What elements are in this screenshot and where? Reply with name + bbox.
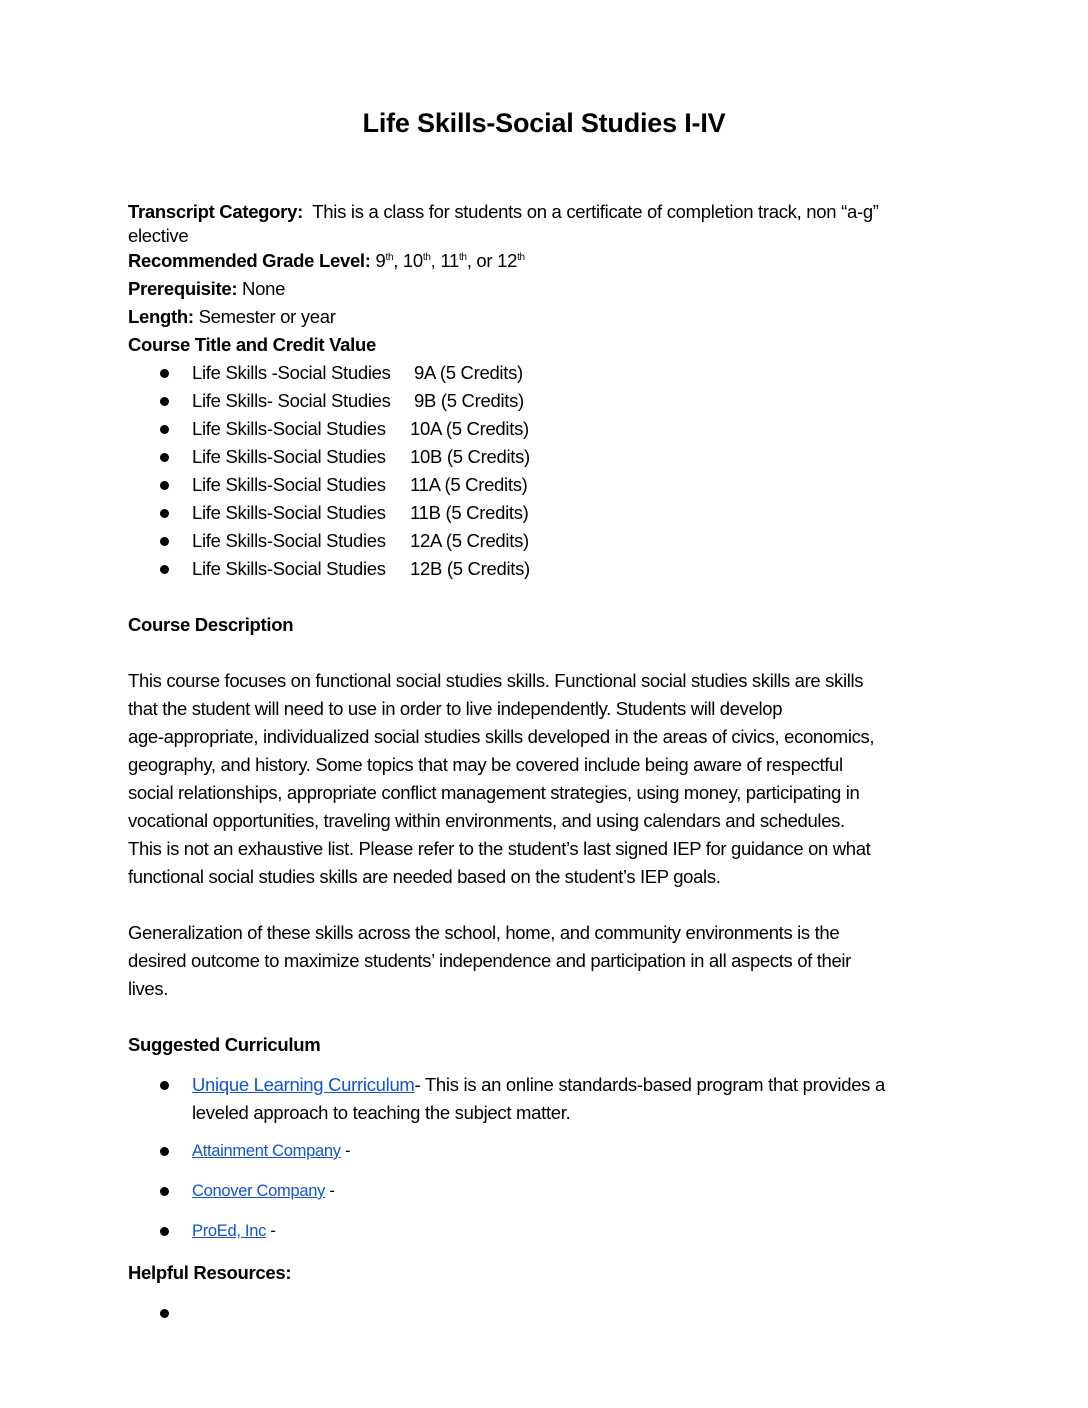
bullet-icon <box>158 359 170 387</box>
prerequisite-label: Prerequisite: <box>128 278 238 299</box>
course-list-item: Life Skills-Social Studies 11B (5 Credits) <box>192 502 529 523</box>
helpful-resources-heading: Helpful Resources: <box>128 1262 292 1283</box>
course-list-item: Life Skills-Social Studies 10A (5 Credits) <box>192 418 529 439</box>
course-list-item: Life Skills-Social Studies 12A (5 Credits) <box>192 530 529 551</box>
course-title-heading: Course Title and Credit Value <box>128 334 376 355</box>
course-description-paragraph: This course focuses on functional social studies skills. Functional social studies skills are skills that the student will need to use in order to live independently. Students will develop age-appropriate, individualized social studies skills developed in the areas of civics, economics, geography, and history. Some topics that may be covered include being aware of respectful social relationships, appropriate conflict management strategies, using money, participating in vocational opportunities, traveling within environments, and using calendars and schedules. This is not an exhaustive list. Please refer to the student’s last signed IEP for guidance on what functional social studies skills are needed based on the student’s IEP goals. <box>128 670 875 887</box>
transcript-category-continuation <box>128 222 188 250</box>
grade-level-row <box>128 247 525 275</box>
course-list-item: Life Skills -Social Studies 9A (5 Credits) <box>192 362 523 383</box>
curriculum-list-item: ProEd, Inc - <box>192 1222 276 1240</box>
length-value: Semester or year <box>198 306 336 327</box>
bullet-icon <box>158 555 170 583</box>
suggested-curriculum-heading: Suggested Curriculum <box>128 1034 321 1055</box>
curriculum-list-item: Unique Learning Curriculum- This is an online standards-based program that provides a <box>192 1074 885 1095</box>
course-description-heading: Course Description <box>128 614 294 635</box>
prerequisite-value: None <box>242 278 286 299</box>
bullet-icon <box>158 499 170 527</box>
transcript-category-row <box>128 198 879 226</box>
course-list-item: Life Skills- Social Studies 9B (5 Credits) <box>192 390 524 411</box>
bullet-icon <box>158 527 170 555</box>
bullet-icon <box>158 1071 170 1099</box>
bullet-icon <box>158 1177 170 1205</box>
grade-level-value: 9th, 10th, 11th, or 12th <box>375 250 525 271</box>
curriculum-list-item: Attainment Company - <box>192 1142 351 1160</box>
attainment-company-link[interactable]: Attainment Company <box>192 1142 341 1160</box>
course-list-item: Life Skills-Social Studies 12B (5 Credits) <box>192 558 530 579</box>
grade-level-label: Recommended Grade Level: <box>128 250 371 271</box>
bullet-icon <box>158 471 170 499</box>
prerequisite-row <box>128 275 285 303</box>
length-label: Length: <box>128 306 194 327</box>
bullet-icon <box>158 387 170 415</box>
curriculum-list-item-continuation: leveled approach to teaching the subject matter. <box>192 1102 571 1123</box>
course-list-item: Life Skills-Social Studies 11A (5 Credits) <box>192 474 528 495</box>
page-title: Life Skills-Social Studies I-IV <box>362 108 726 138</box>
bullet-icon <box>158 1217 170 1245</box>
bullet-icon <box>158 1137 170 1165</box>
course-list-item: Life Skills-Social Studies 10B (5 Credits) <box>192 446 530 467</box>
transcript-category-value-cont: elective <box>128 225 189 246</box>
curriculum-list-item: Conover Company - <box>192 1182 335 1200</box>
transcript-category-label: Transcript Category: <box>128 201 303 222</box>
transcript-category-value: This is a class for students on a certificate of completion track, non “a-g” <box>312 201 879 222</box>
length-row <box>128 303 336 331</box>
conover-company-link[interactable]: Conover Company <box>192 1182 326 1200</box>
proed-inc-link[interactable]: ProEd, Inc <box>192 1222 267 1240</box>
bullet-icon <box>158 1299 170 1327</box>
bullet-icon <box>158 415 170 443</box>
unique-learning-curriculum-link[interactable]: Unique Learning Curriculum <box>192 1074 415 1095</box>
generalization-paragraph: Generalization of these skills across the school, home, and community environments is the desired outcome to maximize students’ independence and participation in all aspects of their lives. <box>128 922 851 999</box>
bullet-icon <box>158 443 170 471</box>
